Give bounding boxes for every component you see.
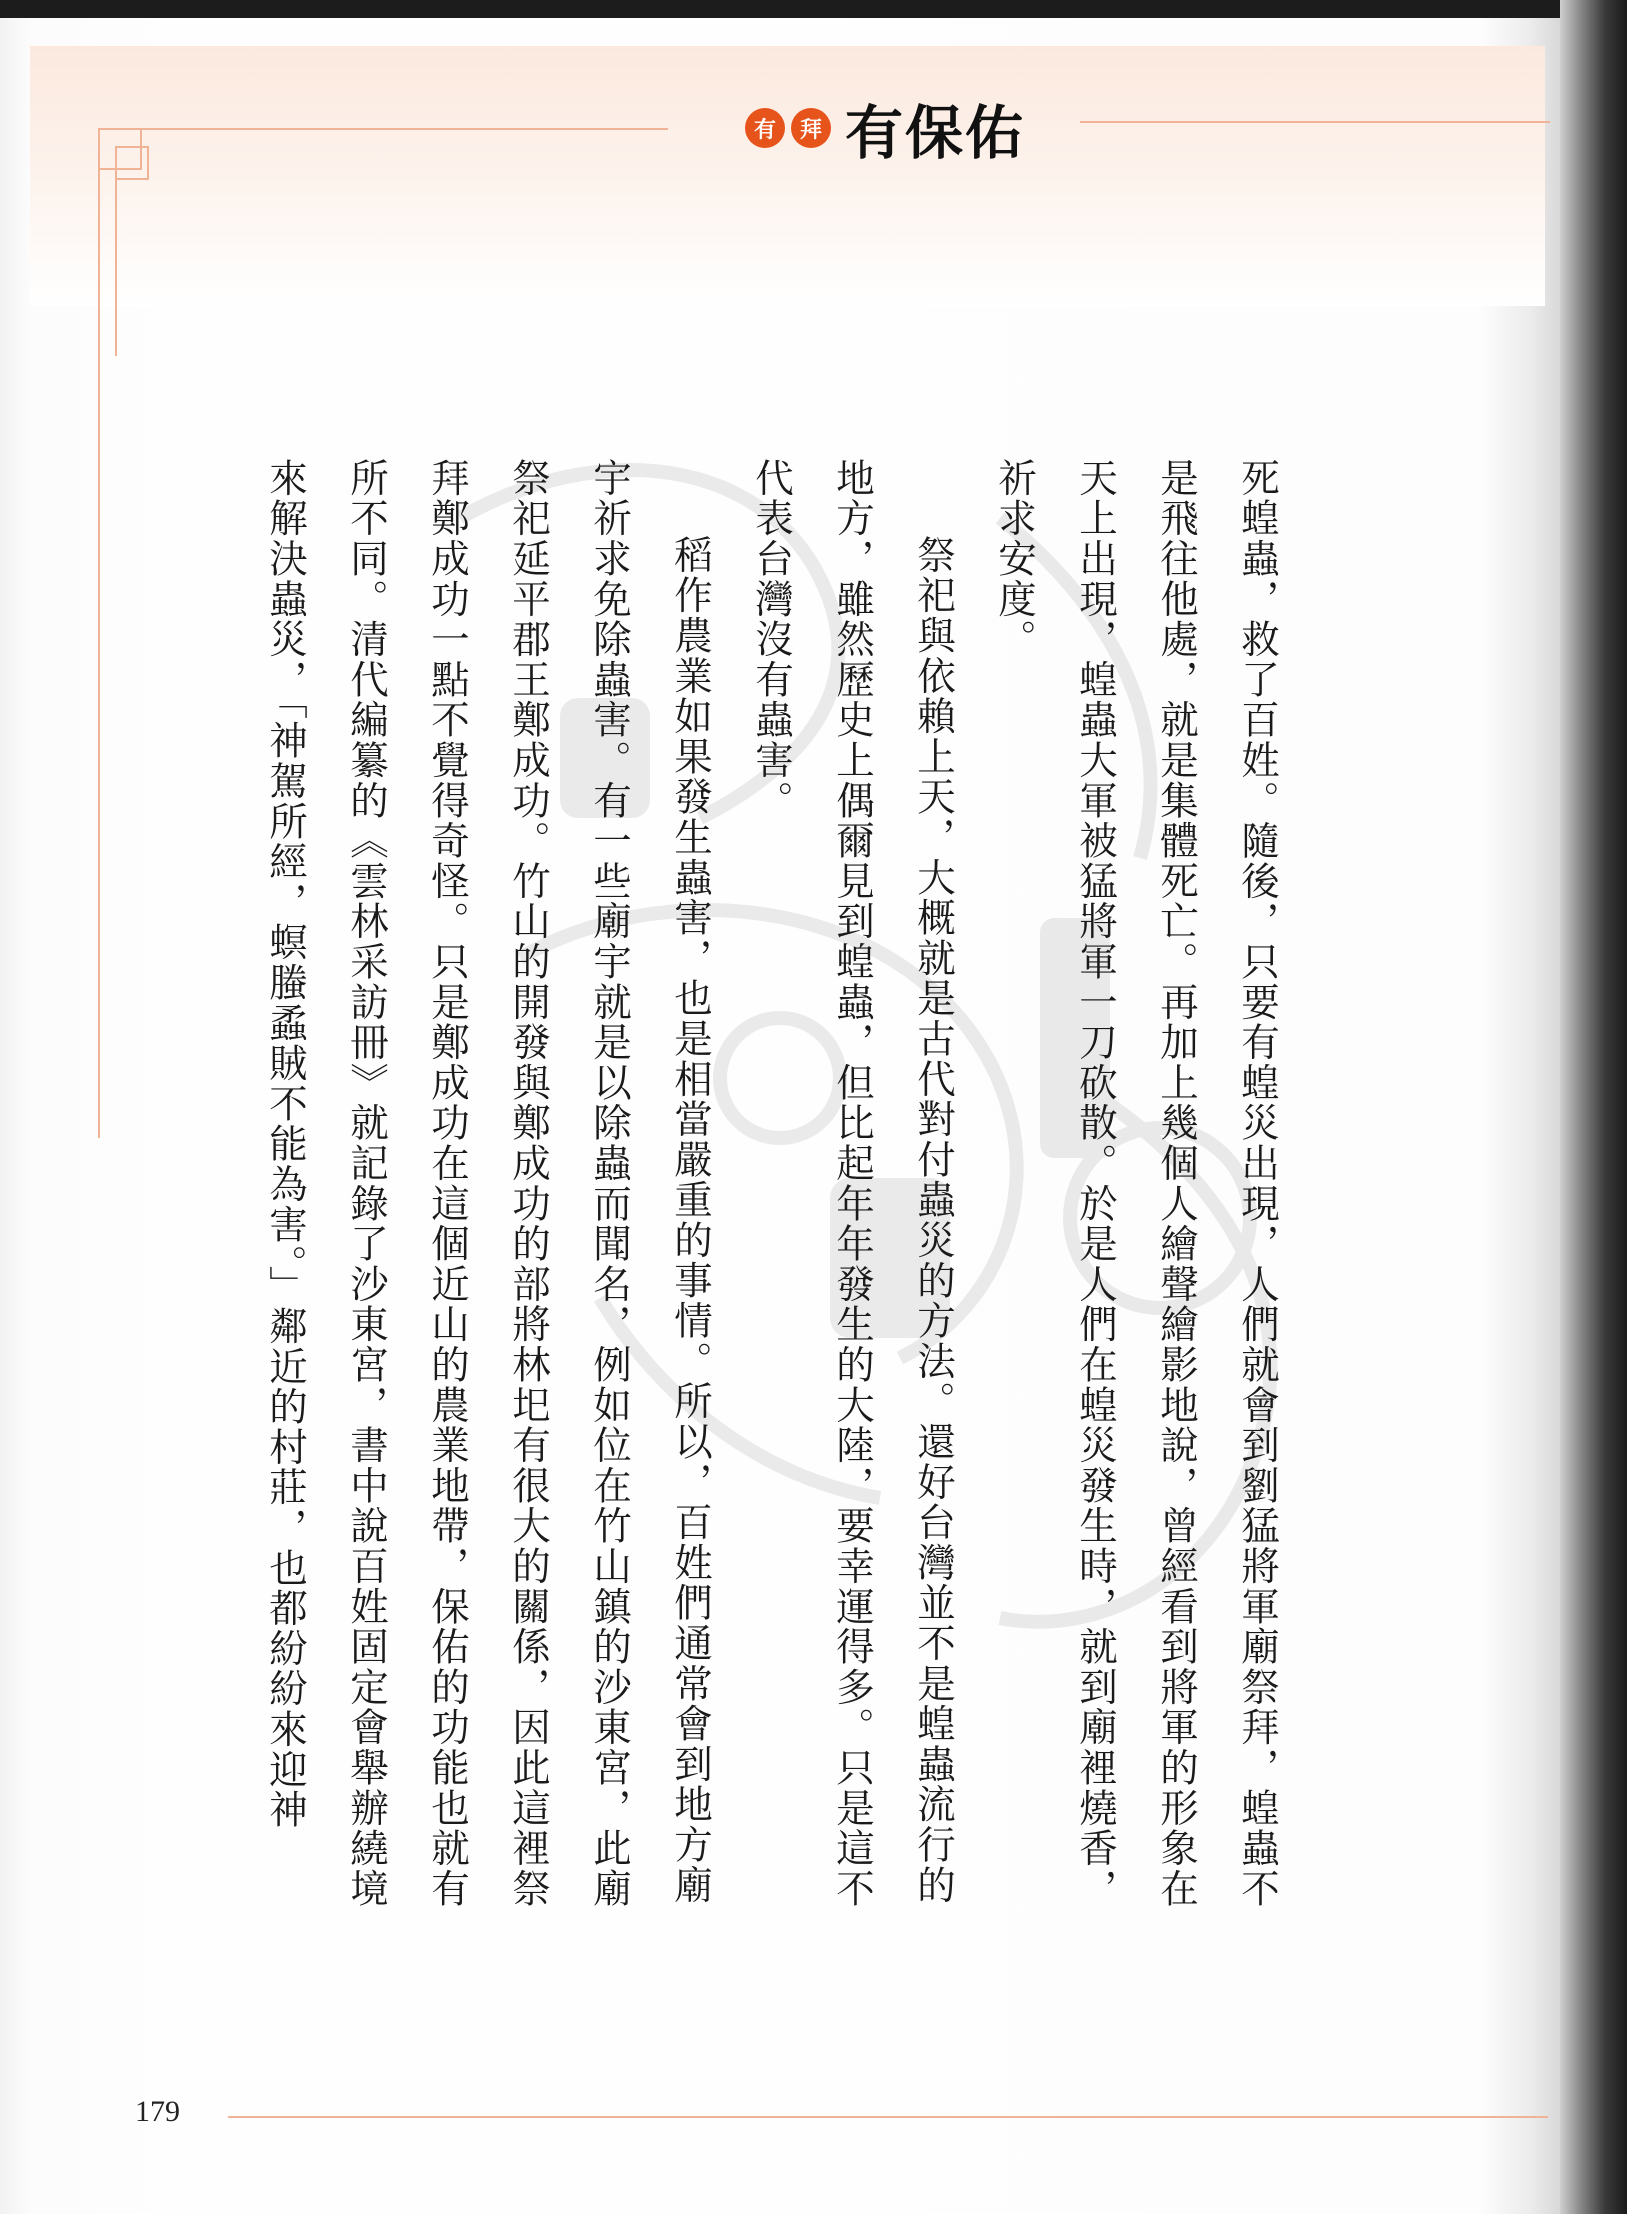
chapter-header [745,88,1025,168]
header-badge-1: 有 [745,108,785,148]
header-rule-right [1080,121,1550,123]
paragraph-1: 死蝗蟲，救了百姓。隨後，只要有蝗災出現，人們就會到劉猛將軍廟祭拜，蝗蟲不是飛往他處，就是集體死亡。再加上幾個人繪聲繪影地說，曾經看到將軍的形象在天上出現，蝗蟲大軍被猛將軍一刀砍散。於是人們在蝗災發生時，就到廟裡燒香，祈求安度。 [992,458,1280,1909]
chapter-title: 有保佑 [845,99,1026,167]
page-number: 179 [135,2095,180,2128]
paragraph-2: 祭祀與依賴上天，大概就是古代對付蟲災的方法。還好台灣並不是蝗蟲流行的地方，雖然歷史上偶爾見到蝗蟲，但比起年年發生的大陸，要幸運得多。只是這不代表台灣沒有蟲害。 [749,458,956,1909]
header-rule-left [98,128,668,130]
frame-left-outer [98,128,100,1138]
header-badge-2: 拜 [791,108,831,148]
frame-corner-box-inner [115,146,149,180]
book-spine-shadow [1560,0,1627,2214]
footer-rule [228,2116,1548,2118]
body-text [245,458,1298,1938]
paragraph-3: 稻作農業如果發生蟲害，也是相當嚴重的事情。所以，百姓們通常會到地方廟宇祈求免除蟲害。有一些廟宇就是以除蟲而聞名，例如位在竹山鎮的沙東宮，此廟祭祀延平郡王鄭成功。竹山的開發與鄭成功的部將林圯有很大的關係，因此這裡祭拜鄭成功一點不覺得奇怪。只是鄭成功在這個近山的農業地帶，保佑的功能也就有所不同。清代編纂的《雲林采訪冊》就記錄了沙東宮，書中說百姓固定會舉辦繞境來解決蟲災，「神駕所經，螟螣蟊賊不能為害。」鄰近的村莊，也都紛紛來迎神 [263,458,713,1909]
header-tint-band [30,46,1545,306]
book-page [0,18,1560,2214]
